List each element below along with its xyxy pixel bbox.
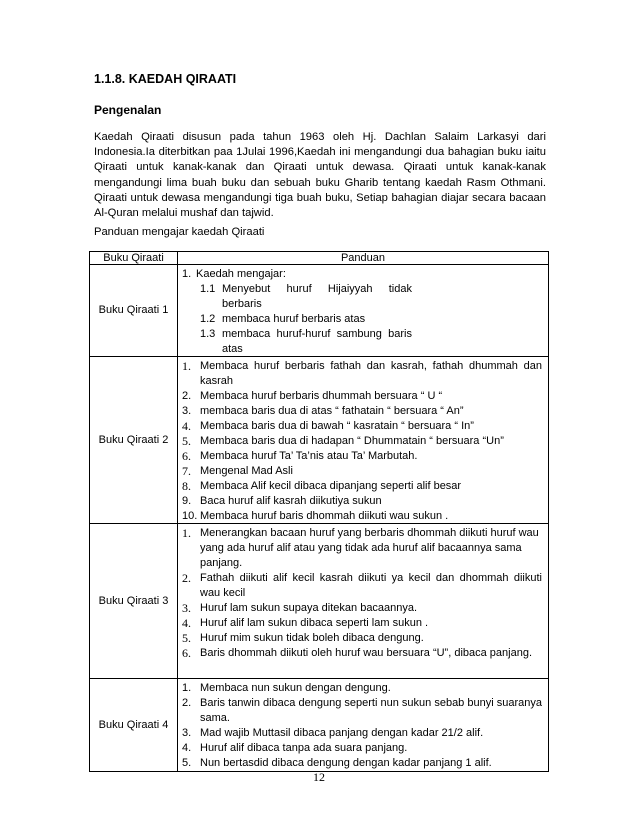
list-item [182, 389, 542, 404]
item-text: Baca huruf alif kasrah diikutiya sukun [200, 494, 382, 507]
list-item [182, 479, 542, 494]
intro-paragraph: Kaedah Qiraati disusun pada tahun 1963 oleh Hj. Dachlan Salaim Larkasyi dari Indonesia.Ia diterbitkan paa 1Julai 1996,Kaedah ini mengandungi dua bahagian buku iaitu Qiraati untuk kanak-kanak dan Qiraati untuk dewasa. Qiraati untuk kanak-kanak mengandungi lima buah buku dan sebuah buku Gharib tentang kaedah Rasm Othmani. Qiraati untuk dewasa mengandungi tiga buah buku, Setiap bahagian diajar secara bacaan Al-Quran melalui mushaf dan tajwid. [94, 131, 546, 220]
item-number: 3. [182, 405, 192, 418]
list-item [182, 616, 542, 631]
item-number: 1. [182, 682, 192, 695]
page-number: 12 [313, 770, 325, 784]
item-text: Membaca baris dua di hadapan “ Dhummatain “ bersuara “Un” [200, 434, 504, 447]
list-item [182, 646, 542, 661]
item-text: Membaca huruf Ta’ Ta’nis atau Ta’ Marbutah. [200, 449, 418, 462]
item-text: Membaca huruf berbaris fathah dan kasrah, fathah dhummah dan kasrah [200, 360, 542, 388]
item-number: 10. [182, 509, 198, 522]
subsection-heading: Pengenalan [94, 103, 162, 117]
item-number: 5. [182, 756, 192, 769]
item-number: 2. [182, 571, 191, 586]
item-number: 5. [182, 433, 191, 448]
item-text: Mengenal Mad Asli [200, 464, 293, 477]
item-number: 4. [182, 742, 192, 755]
list-item [182, 601, 542, 616]
item-number: 8. [182, 478, 191, 493]
table-row [90, 265, 549, 357]
list-item [182, 494, 542, 509]
table-caption: Panduan mengajar kaedah Qiraati [94, 226, 265, 238]
sub-item-number: 1.3 [200, 327, 216, 340]
sub-item [182, 312, 542, 327]
guide-cell [178, 524, 549, 679]
section-heading: 1.1.8. KAEDAH QIRAATI [94, 72, 237, 86]
list-item [182, 756, 542, 771]
sub-item-text: Menyebut huruf Hijaiyyah tidak berbaris [222, 282, 412, 310]
guide-cell [178, 357, 549, 524]
sub-item-text: membaca huruf-huruf sambung baris atas [222, 327, 412, 355]
list-item [182, 464, 542, 479]
item-text: membaca baris dua di atas “ fathatain “ bersuara “ An” [200, 405, 464, 418]
list-item [182, 696, 542, 726]
list-item [182, 267, 542, 282]
list-item [182, 404, 542, 419]
item-number: 9. [182, 494, 192, 507]
item-text: Kaedah mengajar: [196, 268, 286, 280]
list-item [182, 681, 542, 696]
item-number: 3. [182, 600, 191, 615]
item-number: 2. [182, 697, 192, 710]
item-text: Huruf mim sukun tidak boleh dibaca dengung. [200, 631, 424, 644]
list-item [182, 449, 542, 464]
table-row [90, 524, 549, 679]
item-text: Huruf alif dibaca tanpa ada suara panjang. [200, 742, 408, 755]
table-row [90, 357, 549, 524]
item-number: 1. [182, 359, 191, 374]
list-item [182, 419, 542, 434]
item-text: Membaca Alif kecil dibaca dipanjang seperti alif besar [200, 479, 462, 492]
item-text: Membaca huruf berbaris dhummah bersuara “ U “ [200, 390, 443, 403]
item-text: Baris tanwin dibaca dengung seperti nun sukun sebab bunyi suaranya sama. [200, 697, 542, 725]
item-text: Baris dhommah diikuti oleh huruf wau bersuara “U”, dibaca panjang. [200, 646, 533, 659]
item-text: Menerangkan bacaan huruf yang berbaris dhommah diikuti huruf wau yang ada huruf alif atau yang tidak ada huruf alif bacaannya sama panjang. [200, 527, 539, 570]
item-text: Huruf lam sukun supaya ditekan bacaannya. [200, 601, 418, 614]
item-text: Huruf alif lam sukun dibaca seperti lam sukun . [200, 616, 429, 629]
list-item [182, 434, 542, 449]
item-text: Membaca baris dua di bawah “ kasratain “ bersuara “ In” [200, 420, 474, 433]
item-text: Membaca nun sukun dengan dengung. [200, 682, 391, 695]
book-cell: Buku Qiraati 1 [90, 265, 178, 357]
item-text: Membaca huruf baris dhommah diikuti wau sukun . [200, 509, 449, 522]
item-number: 5. [182, 630, 191, 645]
item-number: 1. [182, 268, 192, 280]
sub-item-text: membaca huruf berbaris atas [222, 312, 366, 325]
item-number: 6. [182, 645, 191, 660]
item-number: 7. [182, 463, 191, 478]
list-item [182, 741, 542, 756]
list-item [182, 359, 542, 389]
list-item [182, 509, 542, 524]
list-item [182, 631, 542, 646]
guide-cell [178, 679, 549, 771]
book-cell: Buku Qiraati 4 [90, 679, 178, 771]
list-item [182, 571, 542, 601]
item-text: Fathah diikuti alif kecil kasrah diikuti ya kecil dan dhommah diikuti wau kecil [200, 572, 542, 600]
list-item [182, 726, 542, 741]
item-number: 4. [182, 419, 191, 434]
guide-cell [178, 265, 549, 357]
sub-item [182, 327, 542, 357]
list-item [182, 526, 542, 571]
item-text: Nun bertasdid dibaca dengung dengan kadar panjang 1 alif. [200, 756, 492, 769]
sub-item [182, 282, 542, 312]
book-cell: Buku Qiraati 2 [90, 357, 178, 524]
header-guide: Panduan [178, 252, 549, 265]
item-number: 3. [182, 727, 192, 740]
item-number: 2. [182, 390, 192, 403]
table-row [90, 679, 549, 771]
sub-item-number: 1.1 [200, 282, 216, 295]
item-number: 4. [182, 615, 191, 630]
item-number: 1. [182, 526, 191, 541]
item-number: 6. [182, 448, 191, 463]
guide-table [89, 251, 549, 772]
book-cell: Buku Qiraati 3 [90, 524, 178, 679]
item-text: Mad wajib Muttasil dibaca panjang dengan kadar 21/2 alif. [200, 727, 484, 740]
table-header-row [90, 252, 549, 265]
sub-item-number: 1.2 [200, 312, 216, 325]
header-book: Buku Qiraati [90, 252, 178, 265]
